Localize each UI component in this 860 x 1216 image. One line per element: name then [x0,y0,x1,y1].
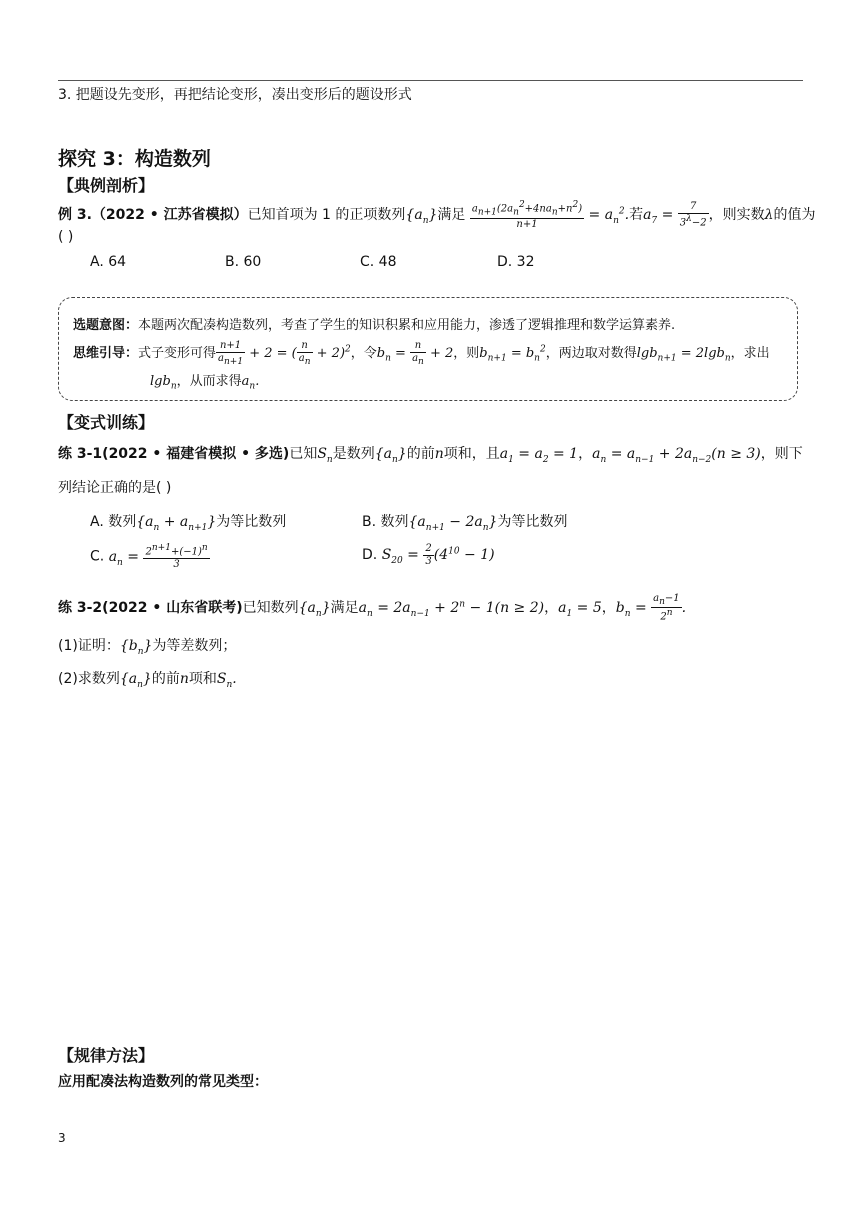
exercise1-statement: 练 3-1(2022 • 福建省模拟 • 多选)已知$S_n$是数列$\{a_n\}$的前n项和，且$a_1 = a_2 = 1$，$a_n = a_{n-1} + 2a_{n-2}(n \ge 3)$，则下 [58,446,803,465]
method-text: 应用配凑法构造数列的常见类型： [58,1074,268,1090]
intro-line: 3. 把题设先变形，再把结论变形，凑出变形后的题设形式 [58,87,412,103]
intent-label: 选题意图： [73,318,139,333]
analysis-box [58,297,798,401]
guide-line-2: lgb$_n$，从而求得$a_n$. [150,374,260,392]
exercise2-part2: (2)求数列$\{a_n\}$的前n项和$S_n$. [58,671,237,690]
example-option-c: C. 48 [360,254,397,270]
page-number: 3 [58,1131,66,1145]
guide-line: 思维引导：式子变形可得 $\frac{n+1}{a_{n+1}}$ + 2 = ( $\frac{n}{a_n}$ + 2)$^2$，令$b_n$ = $\frac{n}{a_n}$ + 2，则$b_{n+1} = b_n^2$，两边取对数得lgb$_{n+1}$ = 2lgb$_n$，求出 [73,340,770,367]
variant-heading: 【变式训练】 [58,413,155,432]
example-option-a: A. 64 [90,254,127,270]
exercise2-statement: 练 3-2(2022 • 山东省联考)已知数列$\{a_n\}$满足$a_n = 2a_{n-1} + 2^n - 1(n \ge 2)$，$a_1 = 5$，$b_n$ = $\frac{a_n-1}{2^n}$ . [58,593,687,623]
exercise1-option-b: B. 数列$\{a_{n+1} - 2a_n\}$为等比数列 [362,514,568,533]
example-option-b: B. 60 [225,254,262,270]
example-heading: 【典例剖析】 [58,176,155,195]
example-label: 例 3.（2022 • 江苏省模拟） [58,207,248,224]
example-answer-paren: ( ) [58,229,74,245]
exercise2-part1: (1)证明：$\{b_n\}$为等差数列； [58,638,237,657]
example-statement: 例 3.（2022 • 江苏省模拟）已知首项为 1 的正项数列$\{a_n\}$满足 $\frac{a_{n+1}(2a_n^2+4na_n+n^2)}{n+1}$ = $a_n^2$.若$a_7$ = $\frac{7}{3^\lambda-2}$ ，则实数λ的值为 [58,200,816,230]
exercise2-label: 练 3-2(2022 • 山东省联考) [58,600,243,617]
section-title: 探究 3：构造数列 [58,148,211,170]
method-heading: 【规律方法】 [58,1046,155,1065]
exercise1-option-a: A. 数列$\{a_n + a_{n+1}\}$为等比数列 [90,514,287,533]
intent-line: 选题意图：本题两次配凑构造数列，考查了学生的知识积累和应用能力，渗透了逻辑推理和数学运算素养. [73,318,676,333]
example-option-d: D. 32 [497,254,535,270]
exercise1-option-c: C. $a_n$ = $\frac{2^{n+1}+(-1)^n}{3}$ [90,543,208,570]
guide-label: 思维引导： [73,345,139,361]
exercise1-line2: 列结论正确的是( ) [58,480,172,496]
header-rule [58,80,803,81]
exercise1-option-d: D. $S_{20}$ = $\frac{2}{3}$ $(4^{10} - 1)$ [362,543,495,567]
exercise1-label: 练 3-1(2022 • 福建省模拟 • 多选) [58,446,290,462]
